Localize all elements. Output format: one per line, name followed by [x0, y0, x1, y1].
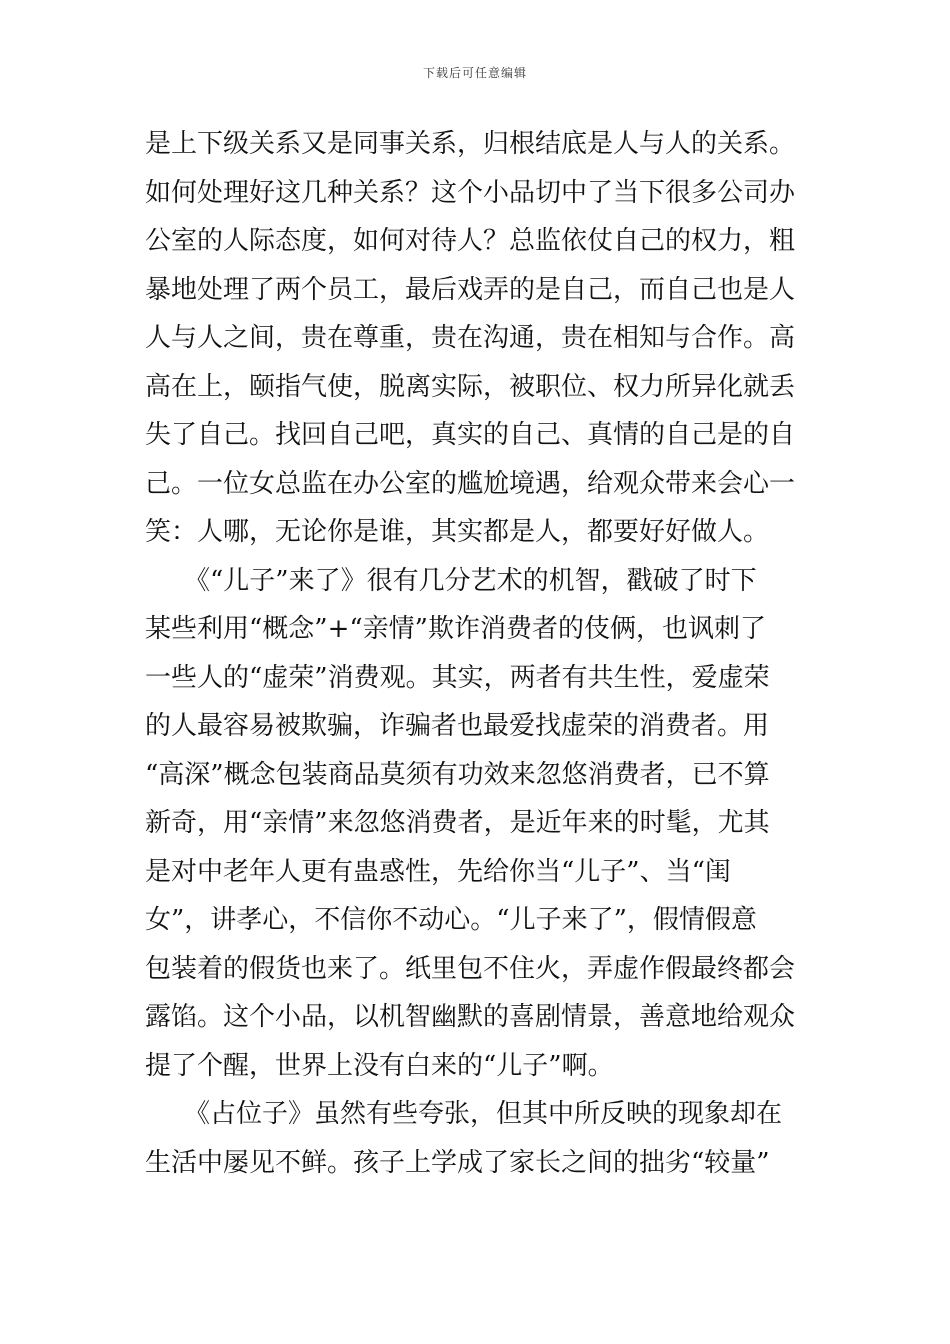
text-line: 公室的人际态度，如何对待人？总监依仗自己的权力，粗 — [145, 226, 796, 256]
text-line: 包装着的假货也来了。纸里包不住火，弄虚作假最终都会 — [145, 953, 796, 984]
text-line: 的人最容易被欺骗，诈骗者也最爱找虚荣的消费者。用 — [145, 711, 770, 741]
text-line: 失了自己。找回自己吧，真实的自己、真情的自己是的自 — [145, 420, 796, 450]
body-text — [145, 120, 810, 1187]
text-line: 生活中屡见不鲜。孩子上学成了家长之间的拙劣“较量” — [145, 1147, 770, 1178]
text-line: 某些利用“概念”+“亲情”欺诈消费者的伎俩，也讽刺了 — [145, 614, 766, 644]
text-line: 女”，讲孝心，不信你不动心。“儿子来了”，假情假意 — [145, 905, 757, 935]
text-line: 露馅。这个小品，以机智幽默的喜剧情景，善意地给观众 — [145, 1002, 796, 1032]
text-line: 一些人的“虚荣”消费观。其实，两者有共生性，爱虚荣 — [145, 662, 770, 693]
paragraph-start-line: 《占位子》虽然有些夸张，但其中所反映的现象却在 — [145, 1099, 783, 1129]
text-line: 高在上，颐指气使，脱离实际，被职位、权力所异化就丢 — [145, 371, 796, 402]
page-header: 下载后可任意编辑 — [422, 66, 527, 80]
text-line: 暴地处理了两个员工，最后戏弄的是自己，而自己也是人 — [145, 274, 796, 305]
text-line: “高深”概念包装商品莫须有功效来忽悠消费者，已不算 — [145, 759, 770, 790]
text-line: 新奇，用“亲情”来忽悠消费者，是近年来的时髦，尤其 — [145, 808, 770, 838]
paragraph-start-line: 《“儿子”来了》很有几分艺术的机智，戳破了时下 — [145, 565, 757, 596]
text-line: 己。一位女总监在办公室的尴尬境遇，给观众带来会心一 — [145, 468, 796, 499]
text-line: 如何处理好这几种关系？这个小品切中了当下很多公司办 — [145, 177, 796, 208]
text-line: 是对中老年人更有蛊惑性，先给你当“儿子”、当“闺 — [145, 856, 731, 887]
text-line: 是上下级关系又是同事关系，归根结底是人与人的关系。 — [145, 129, 796, 159]
text-line: 提了个醒，世界上没有白来的“儿子”啊。 — [145, 1050, 614, 1081]
text-line: 笑：人哪，无论你是谁，其实都是人，都要好好做人。 — [145, 517, 770, 547]
text-line: 人与人之间，贵在尊重，贵在沟通，贵在相知与合作。高 — [145, 323, 796, 353]
